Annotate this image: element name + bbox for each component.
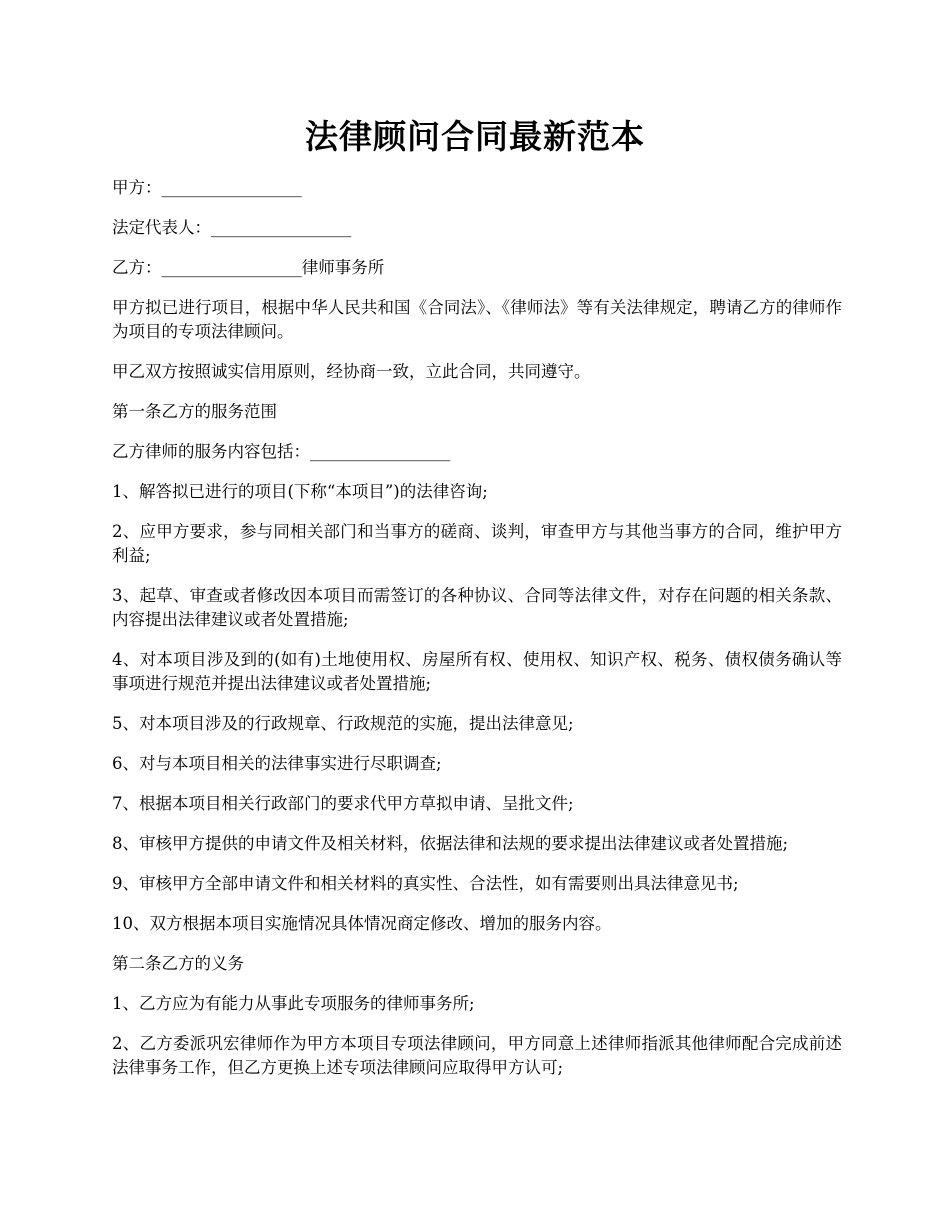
agreement-paragraph: 甲乙双方按照诚实信用原则，经协商一致，立此合同，共同遵守。 bbox=[112, 362, 591, 381]
obligation-item: 1、乙方应为有能力从事此专项服务的律师事务所; bbox=[112, 994, 475, 1013]
article-1-heading: 第一条乙方的服务范围 bbox=[112, 402, 277, 421]
preamble-paragraph: 甲方拟已进行项目，根据中华人民共和国《合同法》、《律师法》等有关法律规定，聘请乙方的律师作为项目的专项法律顾问。 bbox=[112, 298, 842, 341]
service-item: 5、对本项目涉及的行政规章、行政规范的实施，提出法律意见; bbox=[112, 714, 574, 733]
obligation-item: 2、乙方委派巩宏律师作为甲方本项目专项法律顾问，甲方同意上述律师指派其他律师配合完成前述法律事务工作，但乙方更换上述专项法律顾问应取得甲方认可; bbox=[112, 1034, 842, 1077]
service-item: 4、对本项目涉及到的(如有)土地使用权、房屋所有权、使用权、知识产权、税务、债权债务确认等事项进行规范并提出法律建议或者处置措施; bbox=[112, 650, 842, 693]
service-item: 6、对与本项目相关的法律事实进行尽职调查; bbox=[112, 754, 442, 773]
service-item: 8、审核甲方提供的申请文件及相关材料，依据法律和法规的要求提出法律建议或者处置措施; bbox=[112, 834, 789, 853]
service-item: 2、应甲方要求，参与同相关部门和当事方的磋商、谈判，审查甲方与其他当事方的合同，维护甲方利益; bbox=[112, 522, 842, 565]
party-a-line: 甲方：_________________ bbox=[112, 178, 302, 197]
document-body bbox=[112, 176, 842, 1096]
service-item: 3、起草、审查或者修改因本项目而需签订的各种协议、合同等法律文件，对存在问题的相关条款、内容提出法律建议或者处置措施; bbox=[112, 586, 842, 629]
service-item: 1、解答拟已进行的项目(下称“本项目”)的法律咨询; bbox=[112, 482, 488, 501]
service-item: 10、双方根据本项目实施情况具体情况商定修改、增加的服务内容。 bbox=[112, 914, 612, 933]
service-item: 9、审核甲方全部申请文件和相关材料的真实性、合法性，如有需要则出具法律意见书; bbox=[112, 874, 739, 893]
document-title: 法律顾问合同最新范本 bbox=[305, 117, 645, 156]
service-content-line: 乙方律师的服务内容包括：_________________ bbox=[112, 442, 451, 461]
legal-representative-line: 法定代表人：_________________ bbox=[112, 218, 352, 237]
party-b-line: 乙方：_________________律师事务所 bbox=[112, 258, 385, 277]
article-2-heading: 第二条乙方的义务 bbox=[112, 954, 244, 973]
service-item: 7、根据本项目相关行政部门的要求代甲方草拟申请、呈批文件; bbox=[112, 794, 574, 813]
